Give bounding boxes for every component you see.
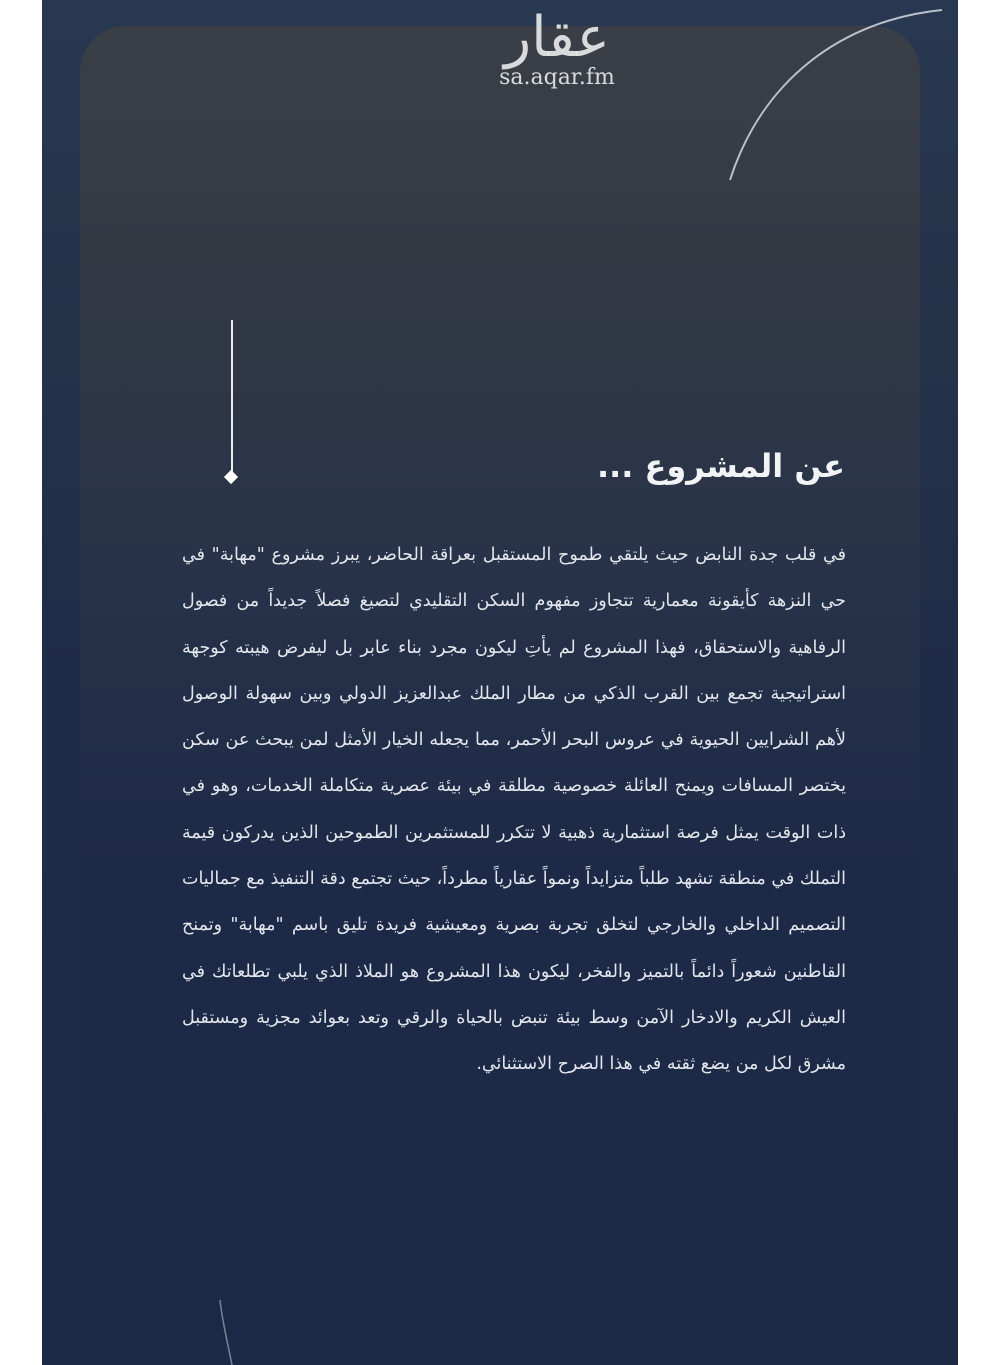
section-heading: عن المشروع ... — [596, 447, 845, 485]
project-poster — [42, 0, 958, 1365]
arc-top-right — [730, 10, 942, 180]
section-body-text: في قلب جدة النابض حيث يلتقي طموح المستقبل بعراقة الحاضر، يبرز مشروع "مهابة" في حي النزهة كأيقونة معمارية تتجاوز مفهوم السكن التقليدي لتصيغ فصلاً جديداً من فصول الرفاهية والاستحقاق، فهذا المشروع لم يأتِ ليكون مجرد بناء عابر بل ليفرض هيبته كوجهة استراتيجية تجمع بين القرب الذكي من مطار الملك عبدالعزيز الدولي وبين سهولة الوصول لأهم الشرايين الحيوية في عروس البحر الأحمر، مما يجعله الخيار الأمثل لمن يبحث عن سكن يختصر المسافات ويمنح العائلة خصوصية مطلقة في بيئة عصرية متكاملة الخدمات، وهو في ذات الوقت يمثل فرصة استثمارية ذهبية لا تتكرر للمستثمرين الطموحين الذين يدركون قيمة التملك في منطقة تشهد طلباً متزايداً ونمواً عقارياً مطرداً، حيث تجتمع دقة التنفيذ مع جماليات التصميم الداخلي والخارجي لتخلق تجربة بصرية ومعيشية فريدة تليق باسم "مهابة" وتمنح القاطنين شعوراً دائماً بالتميز والفخر، ليكون هذا المشروع هو الملاذ الذي يلبي تطلعاتك في العيش الكريم والادخار الآمن وسط بيئة تنبض بالحياة والرقي وتعد بعوائد مجزية ومستقبل مشرق لكل من يضع ثقته في هذا الصرح الاستثنائي. — [182, 545, 846, 1075]
aqar-url: sa.aqar.fm — [499, 65, 615, 90]
aqar-logo: عقار — [504, 5, 610, 70]
aqar-watermark — [457, 6, 657, 90]
vertical-divider-line — [231, 320, 233, 472]
arc-bottom-left — [220, 1300, 232, 1365]
